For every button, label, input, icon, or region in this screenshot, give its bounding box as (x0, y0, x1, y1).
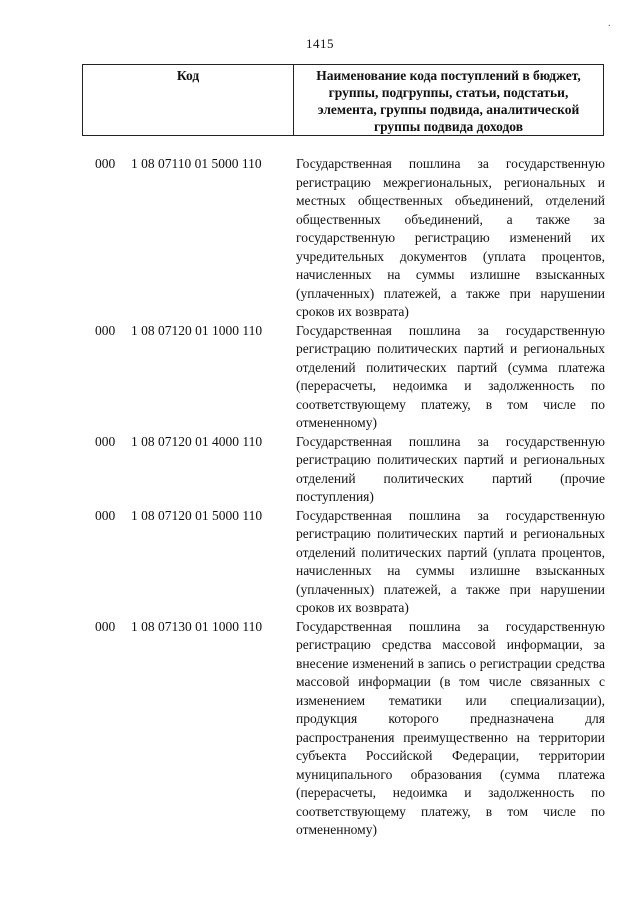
header-name-label: Наименование кода поступлений в бюджет, группы, подгруппы, статьи, подстатьи, элемента, группы подвида, аналитической группы подвида доходов (316, 68, 581, 134)
income-description: Государственная пошлина за государственную регистрацию межрегиональных, региональных и местных общественных объединений, отделений общественных объединений, а также за государственную регистрацию изменений их учредительных документов (уплата процентов, начисленных на суммы излишне взысканных (уплаченных) платежей, а также при нарушении сроков их возврата) (296, 156, 605, 319)
income-codes-list (95, 155, 605, 840)
header-code-cell (83, 65, 294, 136)
page-number: 1415 (306, 36, 334, 51)
table-row (95, 618, 605, 840)
table-row (95, 155, 605, 322)
admin-code: 000 (95, 507, 116, 523)
table-header (82, 64, 604, 136)
admin-code: 000 (95, 433, 116, 449)
admin-code: 000 (95, 156, 116, 171)
admin-code: 000 (95, 618, 116, 634)
table-row (95, 433, 605, 507)
table-row (95, 322, 605, 433)
header-code-label: Код (176, 68, 200, 83)
header-name-cell (294, 65, 604, 136)
income-description: Государственная пошлина за государственную регистрацию средства массовой информации, за внесение изменений в запись о регистрации средства массовой информации (в том числе связанных с изменением тематики или специализации), продукция которого предназначена для распространения преимущественно на территории субъекта Российской Федерации, территории муниципального образования (сумма платежа (перерасчеты, недоимка и задолженность по соответствующему платежу, в том числе по отмененному) (296, 618, 605, 837)
page-corner-mark: . (608, 18, 611, 29)
income-description: Государственная пошлина за государственную регистрацию политических партий и региональных отделений политических партий (сумма платежа (перерасчеты, недоимка и задолженность по соответствующему платежу, в том числе по отмененному) (296, 322, 605, 430)
income-code: 1 08 07130 01 1000 110 (131, 618, 263, 634)
income-code: 1 08 07120 01 5000 110 (131, 507, 263, 523)
income-code: 1 08 07120 01 4000 110 (131, 433, 263, 449)
table-row (95, 507, 605, 618)
income-code: 1 08 07110 01 5000 110 (131, 156, 262, 171)
admin-code: 000 (95, 322, 116, 338)
income-description: Государственная пошлина за государственную регистрацию политических партий и региональных отделений политических партий (уплата процентов, начисленных на суммы излишне взысканных (уплаченных) платежей, а также при нарушении сроков их возврата) (296, 507, 605, 615)
income-description: Государственная пошлина за государственную регистрацию политических партий и региональных отделений политических партий (прочие поступления) (296, 433, 605, 504)
income-code: 1 08 07120 01 1000 110 (131, 322, 263, 338)
